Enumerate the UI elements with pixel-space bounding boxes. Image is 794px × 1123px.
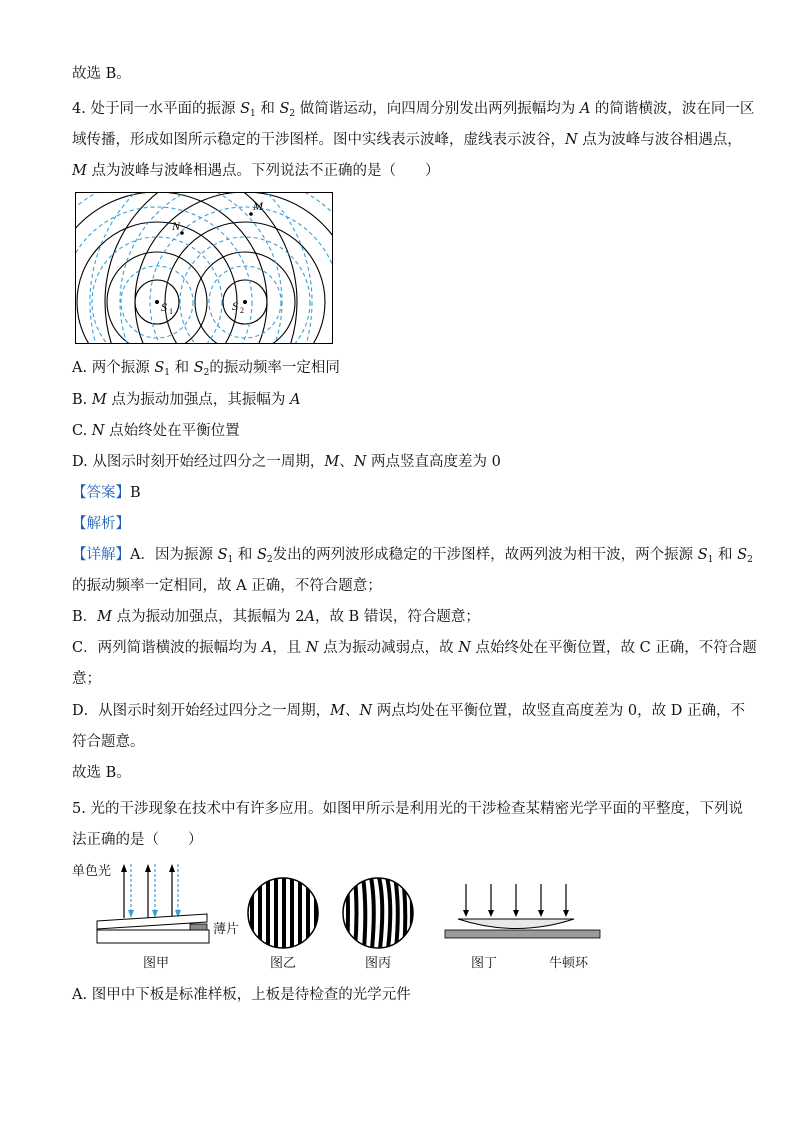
- interference-figure: [75, 192, 333, 344]
- option-c: C. N 点始终处在平衡位置: [72, 423, 240, 439]
- figure-frame: [76, 193, 333, 344]
- detail-line-6: D．从图示时刻开始经过四分之一周期，M、N 两点均处在平衡位置，故竖直高度差为 0，故 D 正确，不: [72, 703, 745, 719]
- label-s2-sub: 2: [240, 306, 244, 315]
- figure-ding: [443, 880, 603, 942]
- point-n: [180, 231, 184, 235]
- q5-line-1: 5. 光的干涉现象在技术中有许多应用。如图甲所示是利用光的干涉检查某精密光学平面的平整度，下列说: [72, 801, 743, 817]
- shim-label: 薄片: [213, 922, 240, 937]
- crest-circles-s1: [75, 192, 297, 344]
- answer: 【答案】B: [72, 485, 141, 501]
- figure-jia: [95, 858, 210, 948]
- figure-yi: [247, 877, 319, 949]
- label-n: N: [172, 219, 181, 233]
- point-s2: [243, 300, 247, 304]
- q4-line-2: 域传播，形成如图所示稳定的干涉图样。图中实线表示波峰，虚线表示波谷，N 点为波峰与波谷相遇点，: [72, 132, 742, 148]
- caption-ding: 图丁: [471, 956, 498, 971]
- caption-yi: 图乙: [270, 956, 297, 971]
- option-d: D. 从图示时刻开始经过四分之一周期，M、N 两点竖直高度差为 0: [72, 454, 501, 470]
- detail-line-7: 符合题意。: [72, 734, 145, 750]
- crest-circles-s2: [105, 192, 333, 344]
- caption-newton-rings: 牛顿环: [549, 956, 589, 971]
- option-b: B. M 点为振动加强点，其振幅为 A: [72, 392, 301, 408]
- caption-bing: 图丙: [365, 956, 392, 971]
- prev-conclusion: 故选 B。: [72, 66, 131, 82]
- option-a: A. 两个振源 $S_1$ 和 $S_2$的振动频率一定相同: [72, 360, 340, 378]
- label-s1-sub: 1: [169, 307, 173, 316]
- detail-line-4: C．两列简谐横波的振幅均为 A，且 N 点为振动减弱点，故 N 点始终处在平衡位置，故 C 正确，不符合题: [72, 640, 757, 656]
- light-label: 单色光: [72, 864, 112, 879]
- q4-line-1: 4. 处于同一水平面的振源 $S_1$ 和 $S_2$ 做简谐运动，向四周分别发出两列振幅均为 A 的简谐横波，波在同一区: [72, 101, 755, 119]
- q4-line-3: M 点为波峰与波峰相遇点。下列说法不正确的是（ ）: [72, 163, 440, 179]
- label-s2: S: [232, 299, 238, 313]
- figure-bing: [342, 877, 414, 949]
- label-m: M: [253, 199, 263, 213]
- analysis-heading: 【解析】: [72, 516, 130, 532]
- detail-line-3: B．M 点为振动加强点，其振幅为 2A，故 B 错误，符合题意；: [72, 609, 480, 625]
- caption-jia: 图甲: [143, 956, 170, 971]
- point-s1: [155, 300, 159, 304]
- detail-line-1: 【详解】A．因为振源 $S_1$ 和 $S_2$发出的两列波形成稳定的干涉图样，故两列波为相干波，两个振源 $S_1$ 和 $S_2$: [72, 547, 753, 565]
- q5-option-a: A. 图甲中下板是标准样板，上板是待检查的光学元件: [72, 987, 411, 1003]
- q5-line-2: 法正确的是（ ）: [72, 832, 203, 848]
- label-s1: S: [161, 300, 167, 314]
- detail-line-2: 的振动频率一定相同，故 A 正确，不符合题意；: [72, 578, 382, 594]
- detail-line-5: 意；: [72, 671, 101, 687]
- conclusion: 故选 B。: [72, 765, 131, 781]
